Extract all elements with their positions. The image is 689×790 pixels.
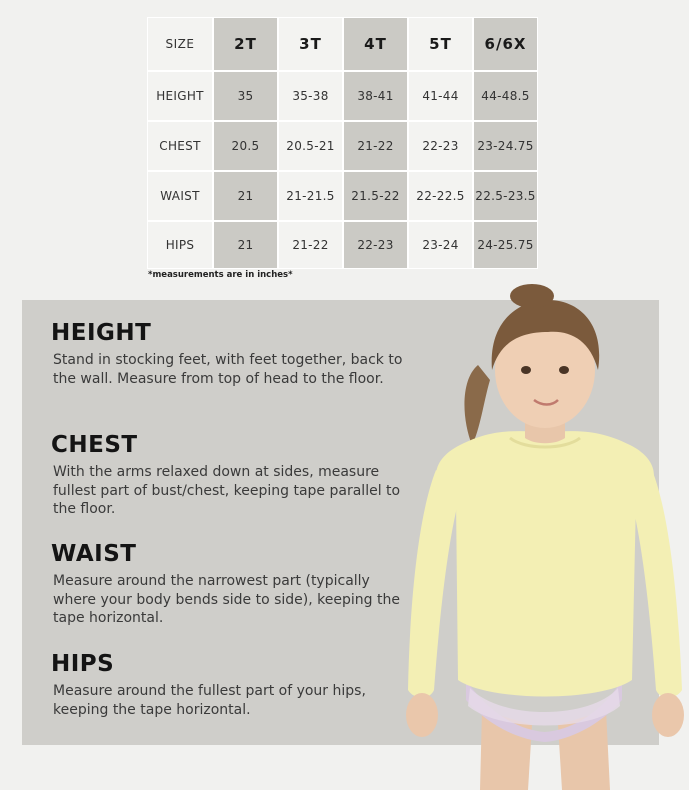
guide-section-waist: [51, 542, 411, 628]
section-title: HEIGHT: [51, 320, 152, 346]
measurement-units-note: *measurements are in inches*: [148, 270, 293, 280]
size-header-label: SIZE: [148, 18, 212, 70]
size-column-header: 5T: [409, 18, 472, 70]
table-cell: 22-23: [409, 122, 472, 170]
section-text: Measure around the narrowest part (typically where your body bends side to side), keeping the tape horizontal.: [53, 573, 400, 626]
table-cell: 22-23: [344, 222, 407, 268]
section-text: Measure around the fullest part of your hips, keeping the tape horizontal.: [53, 683, 366, 718]
section-text: With the arms relaxed down at sides, measure fullest part of bust/chest, keeping tape parallel to the floor.: [53, 464, 401, 517]
table-cell: 35: [214, 72, 277, 120]
size-column-header: 3T: [279, 18, 342, 70]
section-title: HIPS: [51, 651, 115, 677]
row-label-chest: CHEST: [148, 122, 212, 170]
table-cell: 21: [214, 172, 277, 220]
section-title: WAIST: [51, 541, 137, 567]
guide-section-height: [51, 321, 411, 388]
row-label-hips: HIPS: [148, 222, 212, 268]
child-model-image: [400, 270, 689, 790]
size-chart-table: [147, 17, 538, 269]
section-text: Stand in stocking feet, with feet together, back to the wall. Measure from top of head to the floor.: [53, 352, 403, 387]
table-cell: 35-38: [279, 72, 342, 120]
table-cell: 44-48.5: [474, 72, 537, 120]
table-cell: 41-44: [409, 72, 472, 120]
section-title: CHEST: [51, 432, 138, 458]
table-cell: 38-41: [344, 72, 407, 120]
table-cell: 23-24: [409, 222, 472, 268]
table-cell: 21.5-22: [344, 172, 407, 220]
table-cell: 20.5-21: [279, 122, 342, 170]
table-cell: 20.5: [214, 122, 277, 170]
size-column-header: 6/6X: [474, 18, 537, 70]
table-cell: 21-22: [279, 222, 342, 268]
table-cell: 21-22: [344, 122, 407, 170]
table-cell: 21-21.5: [279, 172, 342, 220]
table-cell: 21: [214, 222, 277, 268]
row-label-height: HEIGHT: [148, 72, 212, 120]
table-cell: 24-25.75: [474, 222, 537, 268]
table-cell: 22-22.5: [409, 172, 472, 220]
size-column-header: 2T: [214, 18, 277, 70]
guide-section-chest: [51, 433, 411, 519]
table-cell: 23-24.75: [474, 122, 537, 170]
guide-section-hips: [51, 652, 411, 719]
table-cell: 22.5-23.5: [474, 172, 537, 220]
row-label-waist: WAIST: [148, 172, 212, 220]
size-column-header: 4T: [344, 18, 407, 70]
